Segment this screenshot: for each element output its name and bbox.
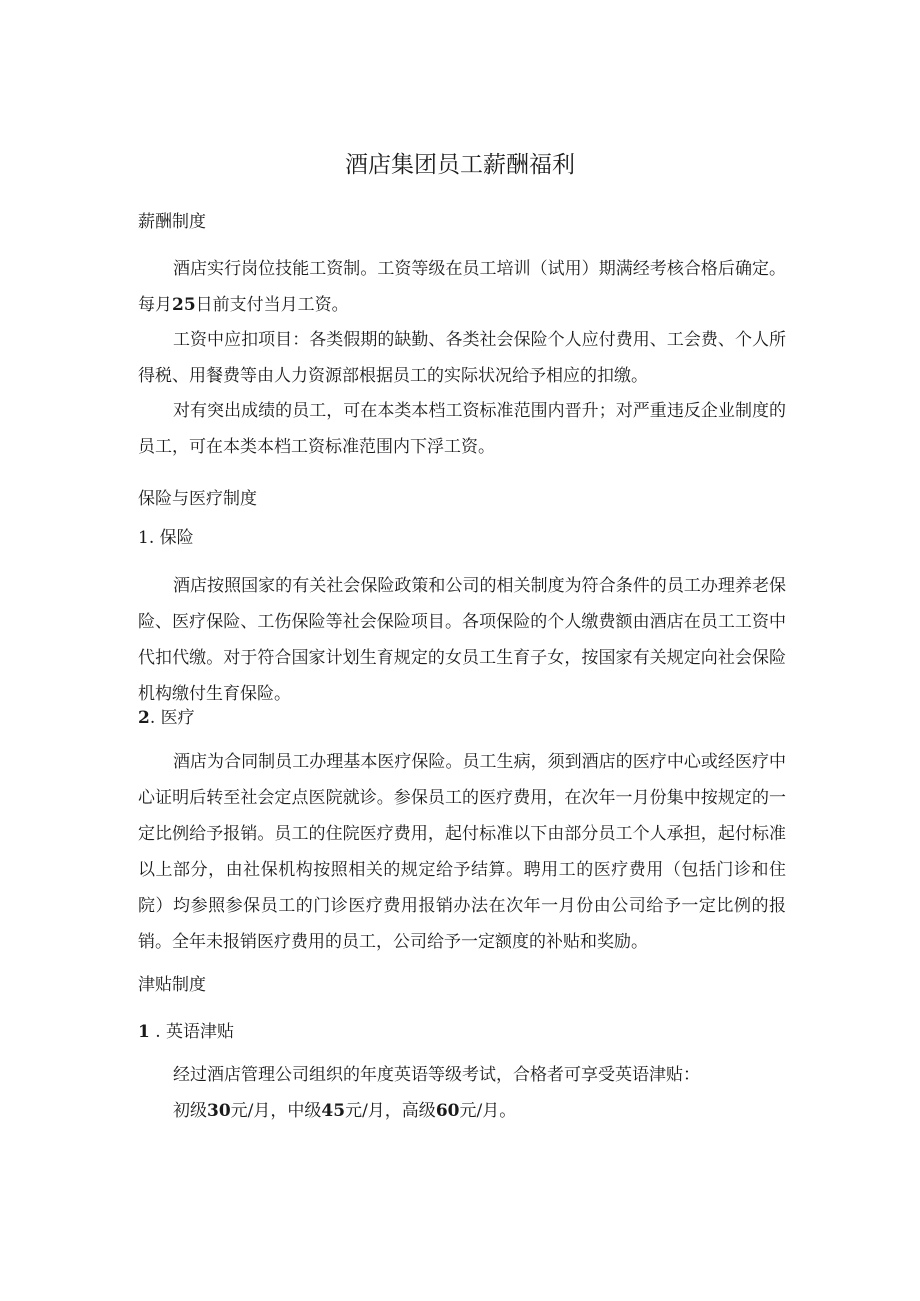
english-allowance-rates: 初级30元/月，中级45元/月，高级60元/月。 (173, 1101, 517, 1121)
salary-paragraph-3: 对有突出成绩的员工，可在本类本档工资标准范围内晋升；对严重违反企业制度的员工，可在本类本档工资标准范围内下浮工资。 (138, 401, 786, 457)
section-heading-salary: 薪酬制度 (138, 212, 206, 232)
salary-paragraph-2: 工资中应扣项目：各类假期的缺勤、各类社会保险个人应付费用、工会费、个人所得税、用餐费等由人力资源部根据员工的实际状况给予相应的扣缴。 (138, 330, 786, 386)
subheading-insurance: 1. 保险 (138, 528, 194, 548)
section-heading-insurance-medical: 保险与医疗制度 (138, 489, 257, 509)
subheading-medical: 2. 医疗 (138, 708, 195, 728)
section-heading-allowance: 津贴制度 (138, 975, 206, 995)
subheading-english-allowance: 1 . 英语津贴 (138, 1022, 235, 1042)
insurance-paragraph: 酒店按照国家的有关社会保险政策和公司的相关制度为符合条件的员工办理养老保险、医疗保险、工伤保险等社会保险项目。各项保险的个人缴费额由酒店在员工工资中代扣代缴。对于符合国家计划生育规定的女员工生育子女，按国家有关规定向社会保险机构缴付生育保险。 (138, 576, 786, 704)
document-title: 酒店集团员工薪酬福利 (345, 152, 575, 178)
medical-paragraph: 酒店为合同制员工办理基本医疗保险。员工生病，须到酒店的医疗中心或经医疗中心证明后转至社会定点医院就诊。参保员工的医疗费用，在次年一月份集中按规定的一定比例给予报销。员工的住院医疗费用，起付标准以下由部分员工个人承担，起付标准以上部分，由社保机构按照相关的规定给予结算。聘用工的医疗费用（包括门诊和住院）均参照参保员工的门诊医疗费用报销办法在次年一月份由公司给予一定比例的报销。全年未报销医疗费用的员工，公司给予一定额度的补贴和奖励。 (138, 752, 786, 952)
english-allowance-text: 经过酒店管理公司组织的年度英语等级考试，合格者可享受英语津贴： (173, 1065, 700, 1085)
salary-paragraph-1: 酒店实行岗位技能工资制。工资等级在员工培训（试用）期满经考核合格后确定。每月25日前支付当月工资。 (138, 259, 786, 315)
